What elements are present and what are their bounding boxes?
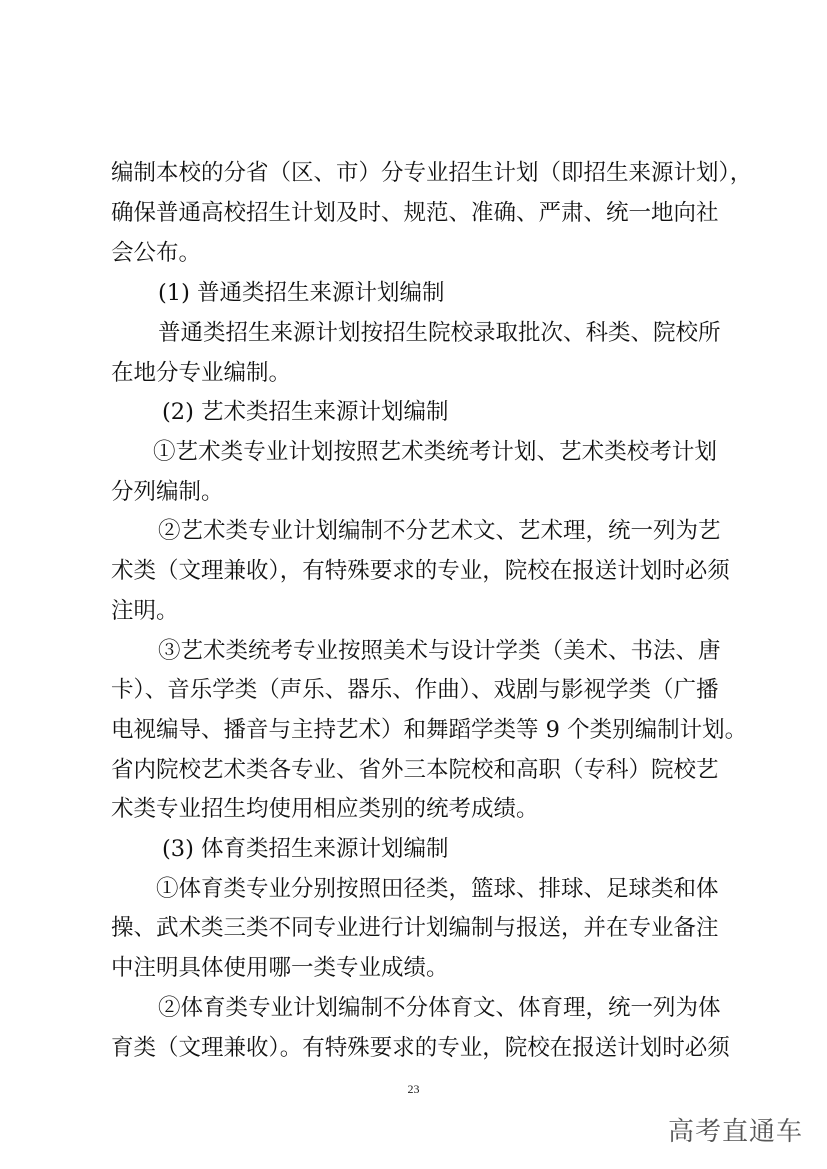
section-heading-3: (3) 体育类招生来源计划编制 xyxy=(162,836,449,862)
section-heading-2: (2) 艺术类招生来源计划编制 xyxy=(162,399,449,425)
paragraph-line: ②艺术类专业计划编制不分艺术文、艺术理，统一列为艺 xyxy=(158,518,721,544)
paragraph-line: 中注明具体使用哪一类专业成绩。 xyxy=(111,955,449,981)
page-number: 23 xyxy=(407,1082,420,1096)
section-heading-1: (1) 普通类招生来源计划编制 xyxy=(158,280,445,306)
paragraph-line: 术类专业招生均使用相应类别的统考成绩。 xyxy=(111,796,539,822)
paragraph-line: 术类（文理兼收），有特殊要求的专业，院校在报送计划时必须 xyxy=(111,558,730,584)
paragraph-line: 操、武术类三类不同专业进行计划编制与报送，并在专业备注 xyxy=(111,915,719,941)
paragraph-line: 在地分专业编制。 xyxy=(111,360,292,386)
paragraph-line: 编制本校的分省（区、市）分专业招生计划（即招生来源计划）， xyxy=(111,160,753,186)
paragraph-line: 确保普通高校招生计划及时、规范、准确、严肃、统一地向社 xyxy=(111,200,719,226)
paragraph-line: ①艺术类专业计划按照艺术类统考计划、艺术类校考计划 xyxy=(153,439,717,465)
watermark: 高考直通车 xyxy=(667,1117,803,1147)
paragraph-line: ①体育类专业分别按照田径类，篮球、排球、足球类和体 xyxy=(156,876,719,902)
paragraph-line: 普通类招生来源计划按招生院校录取批次、科类、院校所 xyxy=(158,320,721,346)
paragraph-line: 注明。 xyxy=(111,598,179,624)
paragraph-line: ③艺术类统考专业按照美术与设计学类（美术、书法、唐 xyxy=(158,638,721,664)
paragraph-line: 省内院校艺术类各专业、省外三本院校和高职（专科）院校艺 xyxy=(111,757,719,783)
paragraph-line: 卡）、音乐学类（声乐、器乐、作曲）、戏剧与影视学类（广播 xyxy=(111,677,719,703)
paragraph-line: 育类（文理兼收）。有特殊要求的专业，院校在报送计划时必须 xyxy=(111,1035,730,1061)
paragraph-line: ②体育类专业计划编制不分体育文、体育理，统一列为体 xyxy=(158,995,721,1021)
paragraph-line: 会公布。 xyxy=(111,240,202,266)
paragraph-line: 电视编导、播音与主持艺术）和舞蹈学类等 9 个类别编制计划。 xyxy=(111,717,748,743)
paragraph-line: 分列编制。 xyxy=(111,479,224,505)
